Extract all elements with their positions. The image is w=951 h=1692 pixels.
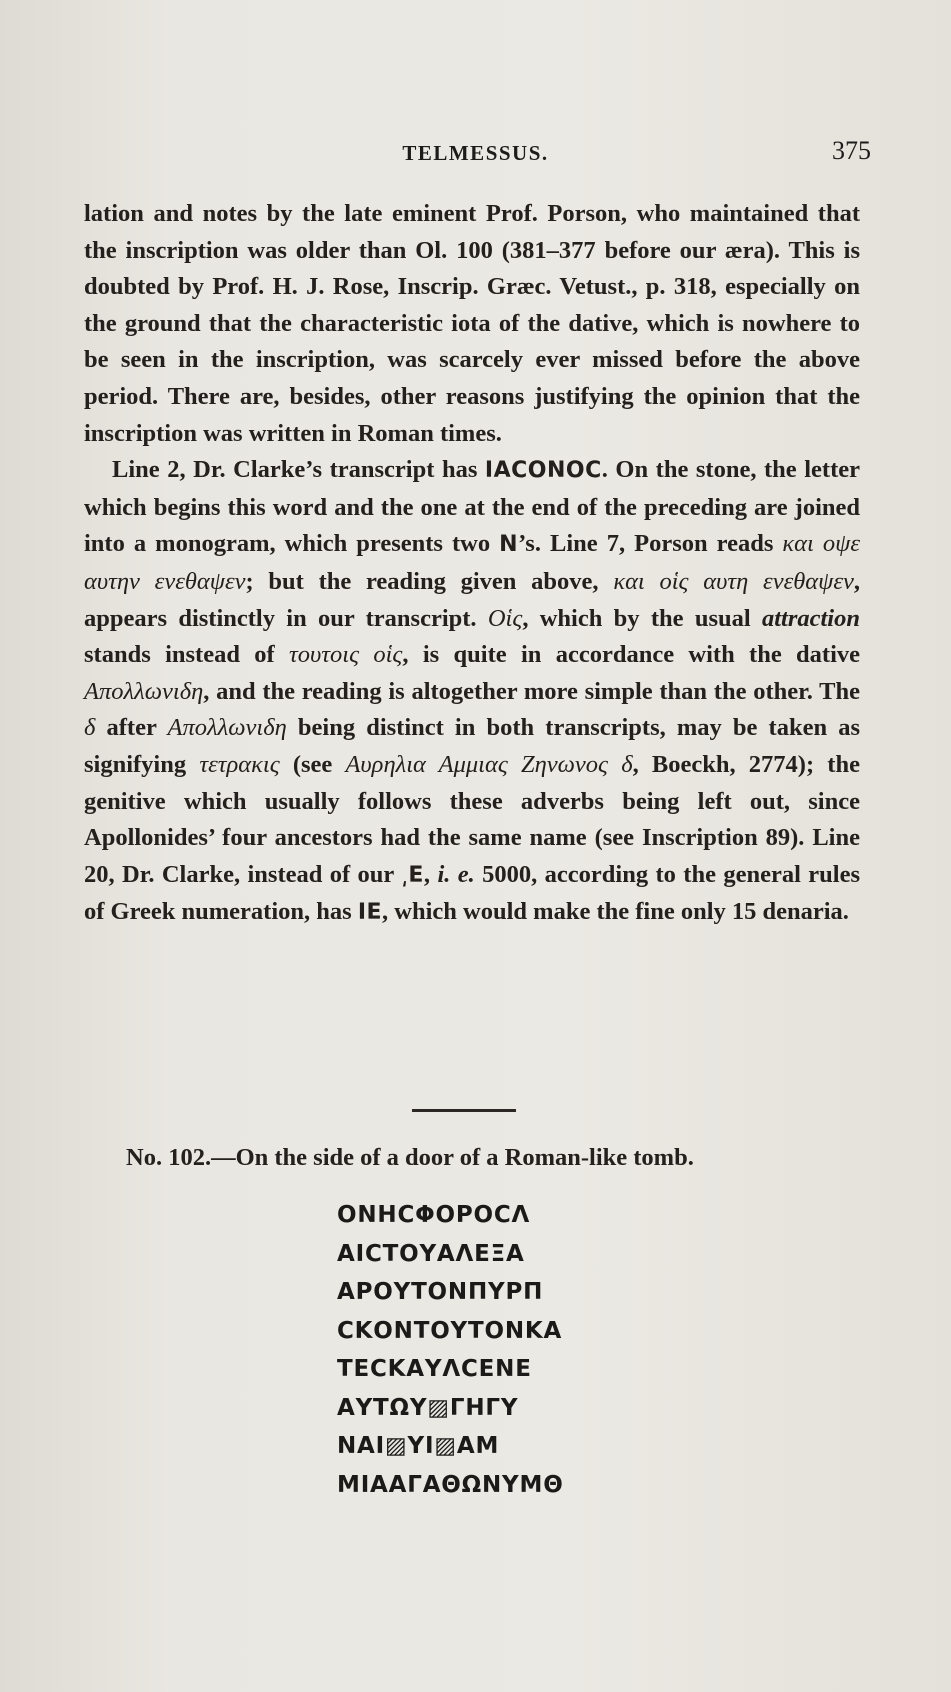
italic-term: attraction: [761, 604, 860, 632]
text-run: , which by the usual: [522, 604, 762, 632]
greek-caps-letter: N: [499, 532, 519, 558]
greek-numeral: ͵Ε: [401, 862, 424, 888]
text-run: , appears distinctly in our transcript.: [84, 567, 860, 632]
text-run: ,: [423, 860, 438, 888]
paragraph-1: lation and notes by the late eminent Prof. Porson, who maintained that the inscription was older than Ol. 100 (381–377 before our æra). This is doubted by Prof. H. J. Rose, Inscrip. Græc. Vetust., p. 318, especially on the ground that the characteristic iota of the dative, which is nowhere to be seen in the inscription, was scarcely ever missed before the above period. There are, besides, other reasons justifying the opinion that the inscription was written in Roman times.: [84, 200, 860, 447]
section-divider: [412, 1109, 516, 1112]
greek-phrase: δ: [84, 714, 96, 742]
greek-phrase: και οἱς αυτη ενεθαψεν: [613, 567, 854, 595]
greek-phrase: και οψε αυτην ενεθαψεν: [84, 530, 860, 595]
text-run: , which would make the fine only 15 denaria.: [382, 898, 849, 926]
greek-phrase: Οἱς: [487, 604, 523, 632]
inscription-caption: No. 102.—On the side of a door of a Roman-like tomb.: [126, 1144, 694, 1171]
greek-phrase: τετρακις: [199, 750, 280, 778]
text-run: 5000, according to the general rules of Greek numeration, has: [84, 860, 860, 926]
greek-phrase: Απολλωνιδη: [84, 677, 204, 705]
text-run: stands instead of: [84, 641, 290, 669]
body-text: [84, 196, 860, 932]
inscription-line: ΑΡΟΥΤΟΝΠΥΡΠ: [337, 1279, 544, 1305]
inscription-line: ΤΕϹΚΑΥΛϹΕΝΕ: [337, 1356, 532, 1382]
inscription-line: ΝΑΙ▨ΥΙ▨ΑΜ: [337, 1433, 500, 1459]
text-run: Line 2, Dr. Clarke’s transcript has: [112, 456, 485, 484]
paragraph-2: [84, 452, 860, 932]
greek-phrase: Απολλωνιδη: [167, 714, 287, 742]
inscription-line: ΑΥΤΩΥ▨ΓΗΓΥ: [337, 1394, 519, 1421]
greek-phrase: τουτοις οἱς: [289, 641, 403, 669]
text-run: ; but the reading given above,: [245, 567, 614, 595]
text-run: (see: [279, 750, 346, 778]
text-run: , and the reading is altogether more simple than the other. The: [203, 677, 860, 705]
inscription-line: ϹΚΟΝΤΟΥΤΟΝΚΑ: [337, 1317, 563, 1344]
greek-caps-word: ΙΑϹΟΝΟϹ: [484, 458, 602, 484]
page-number: 375: [832, 136, 871, 165]
greek-phrase: Αυρηλια Αμμιας Ζηνωνος δ: [345, 750, 633, 778]
text-run: ’s. Line 7, Porson reads: [518, 530, 783, 558]
text-run: , is quite in accordance with the dative: [402, 641, 860, 669]
text-run: being distinct in both transcripts, may be taken as signifying: [84, 714, 860, 778]
running-header-title: TELMESSUS.: [402, 141, 549, 165]
inscription-line: ΑΙϹΤΟΥΑΛΕΞΑ: [337, 1240, 525, 1267]
inscription-line: ΟΝΗϹΦΟΡΟϹΛ: [337, 1202, 531, 1228]
greek-numeral: ΙΕ: [357, 900, 383, 926]
inscription-line: ΜΙΑΑΓΑΘΩΝΥΜΘ: [337, 1471, 564, 1498]
italic-term: i. e.: [437, 860, 475, 888]
inscription-block: [337, 1196, 564, 1504]
text-run: after: [95, 714, 168, 742]
text-run: . On the stone, the letter which begins this word and the one at the end of the preceding are joined into a monogram, which presents two: [84, 456, 860, 558]
text-run: , Boeckh, 2774); the genitive which usually follows these adverbs being left out, since Apollonides’ four ancestors had the same name (see Inscription 89). Line 20, Dr. Clarke, instead of our: [84, 750, 860, 888]
